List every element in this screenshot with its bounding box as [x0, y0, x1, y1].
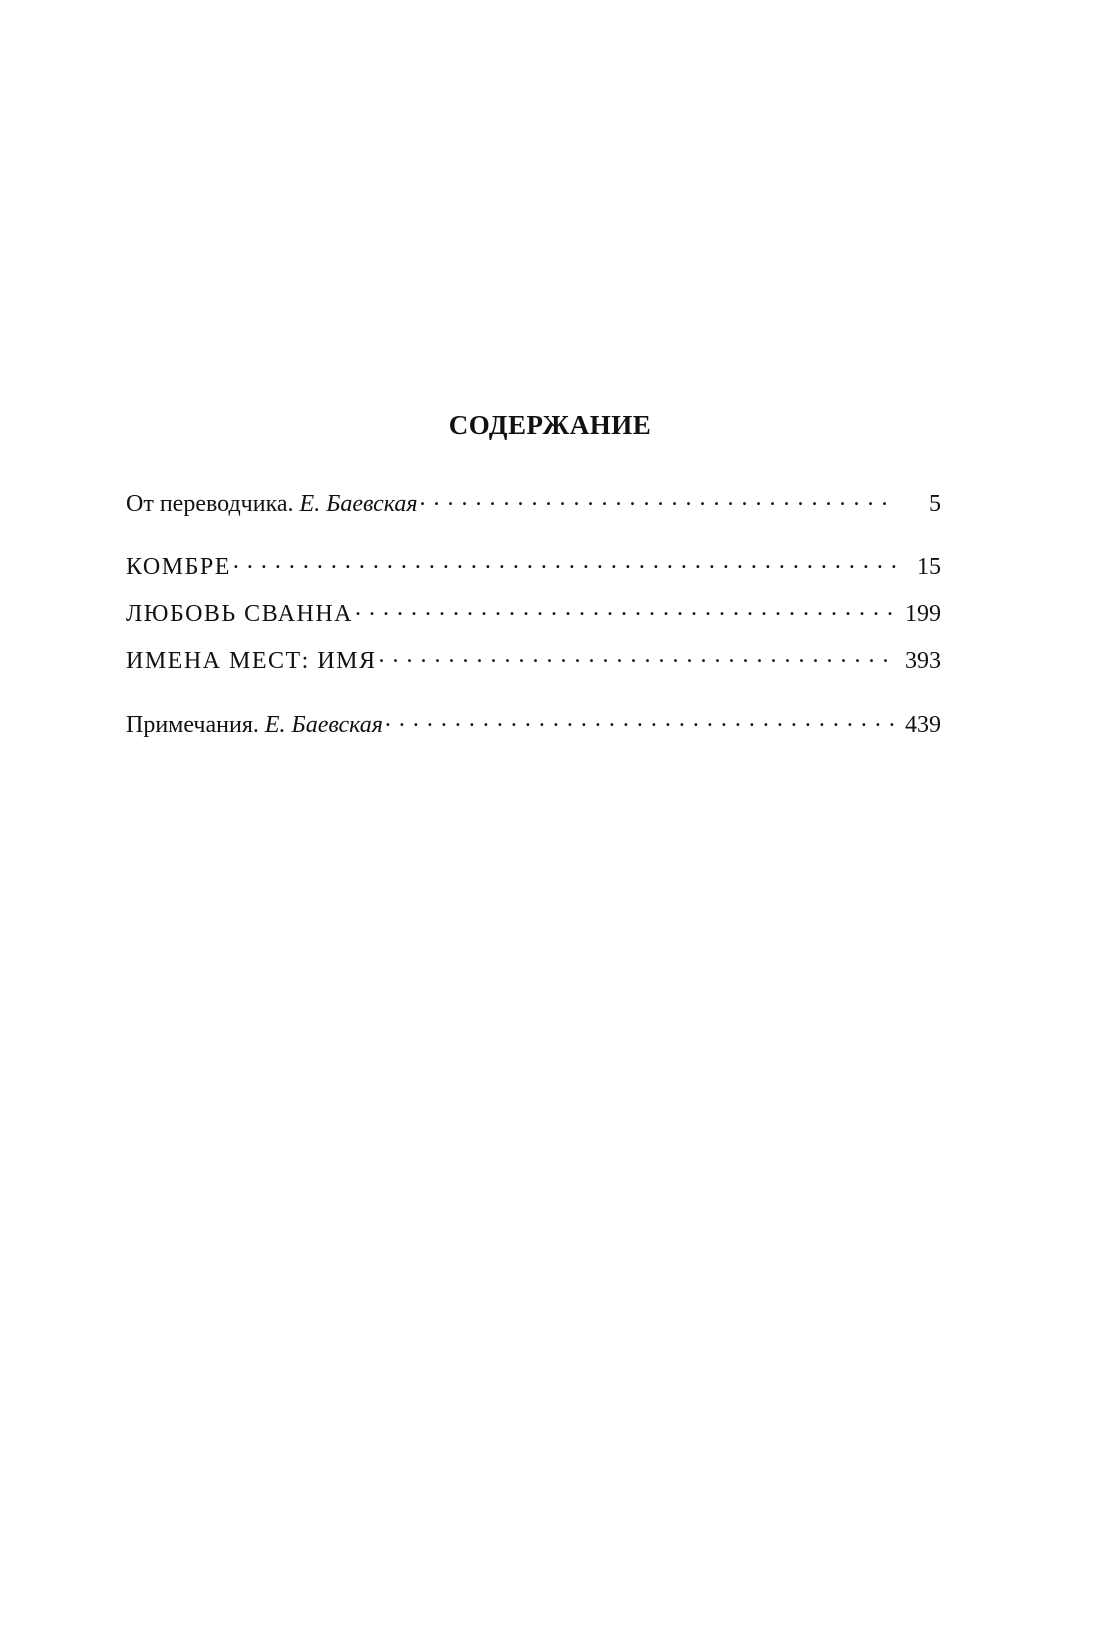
toc-entry-title: ИМЕНА МЕСТ: ИМЯ — [126, 648, 377, 674]
dot-leader — [385, 708, 897, 732]
toc-entry-page: 5 — [929, 491, 941, 517]
toc-entry-title: КОМБРЕ — [126, 554, 231, 580]
toc-entry — [126, 550, 941, 582]
toc-entry-page: 439 — [905, 712, 941, 738]
dot-leader — [355, 597, 897, 621]
toc-entry — [126, 487, 941, 519]
toc-entry-page: 393 — [905, 648, 941, 674]
dot-leader — [420, 487, 897, 511]
dot-leader — [233, 550, 897, 574]
toc-entry-page: 199 — [905, 601, 941, 627]
toc-entry — [126, 708, 941, 740]
toc-entry-page: 15 — [917, 554, 941, 580]
contents-heading: СОДЕРЖАНИЕ — [448, 410, 652, 440]
dot-leader — [379, 644, 897, 668]
toc-entry — [126, 644, 941, 676]
toc-entry-author: Е. Баевская — [264, 712, 383, 738]
toc-entry — [126, 597, 941, 629]
toc-entry-title: От переводчика. — [126, 491, 294, 517]
toc-entry-author: Е. Баевская — [299, 491, 418, 517]
toc-entry-title: Примечания. — [126, 712, 259, 738]
toc-entry-title: ЛЮБОВЬ СВАННА — [126, 601, 354, 627]
